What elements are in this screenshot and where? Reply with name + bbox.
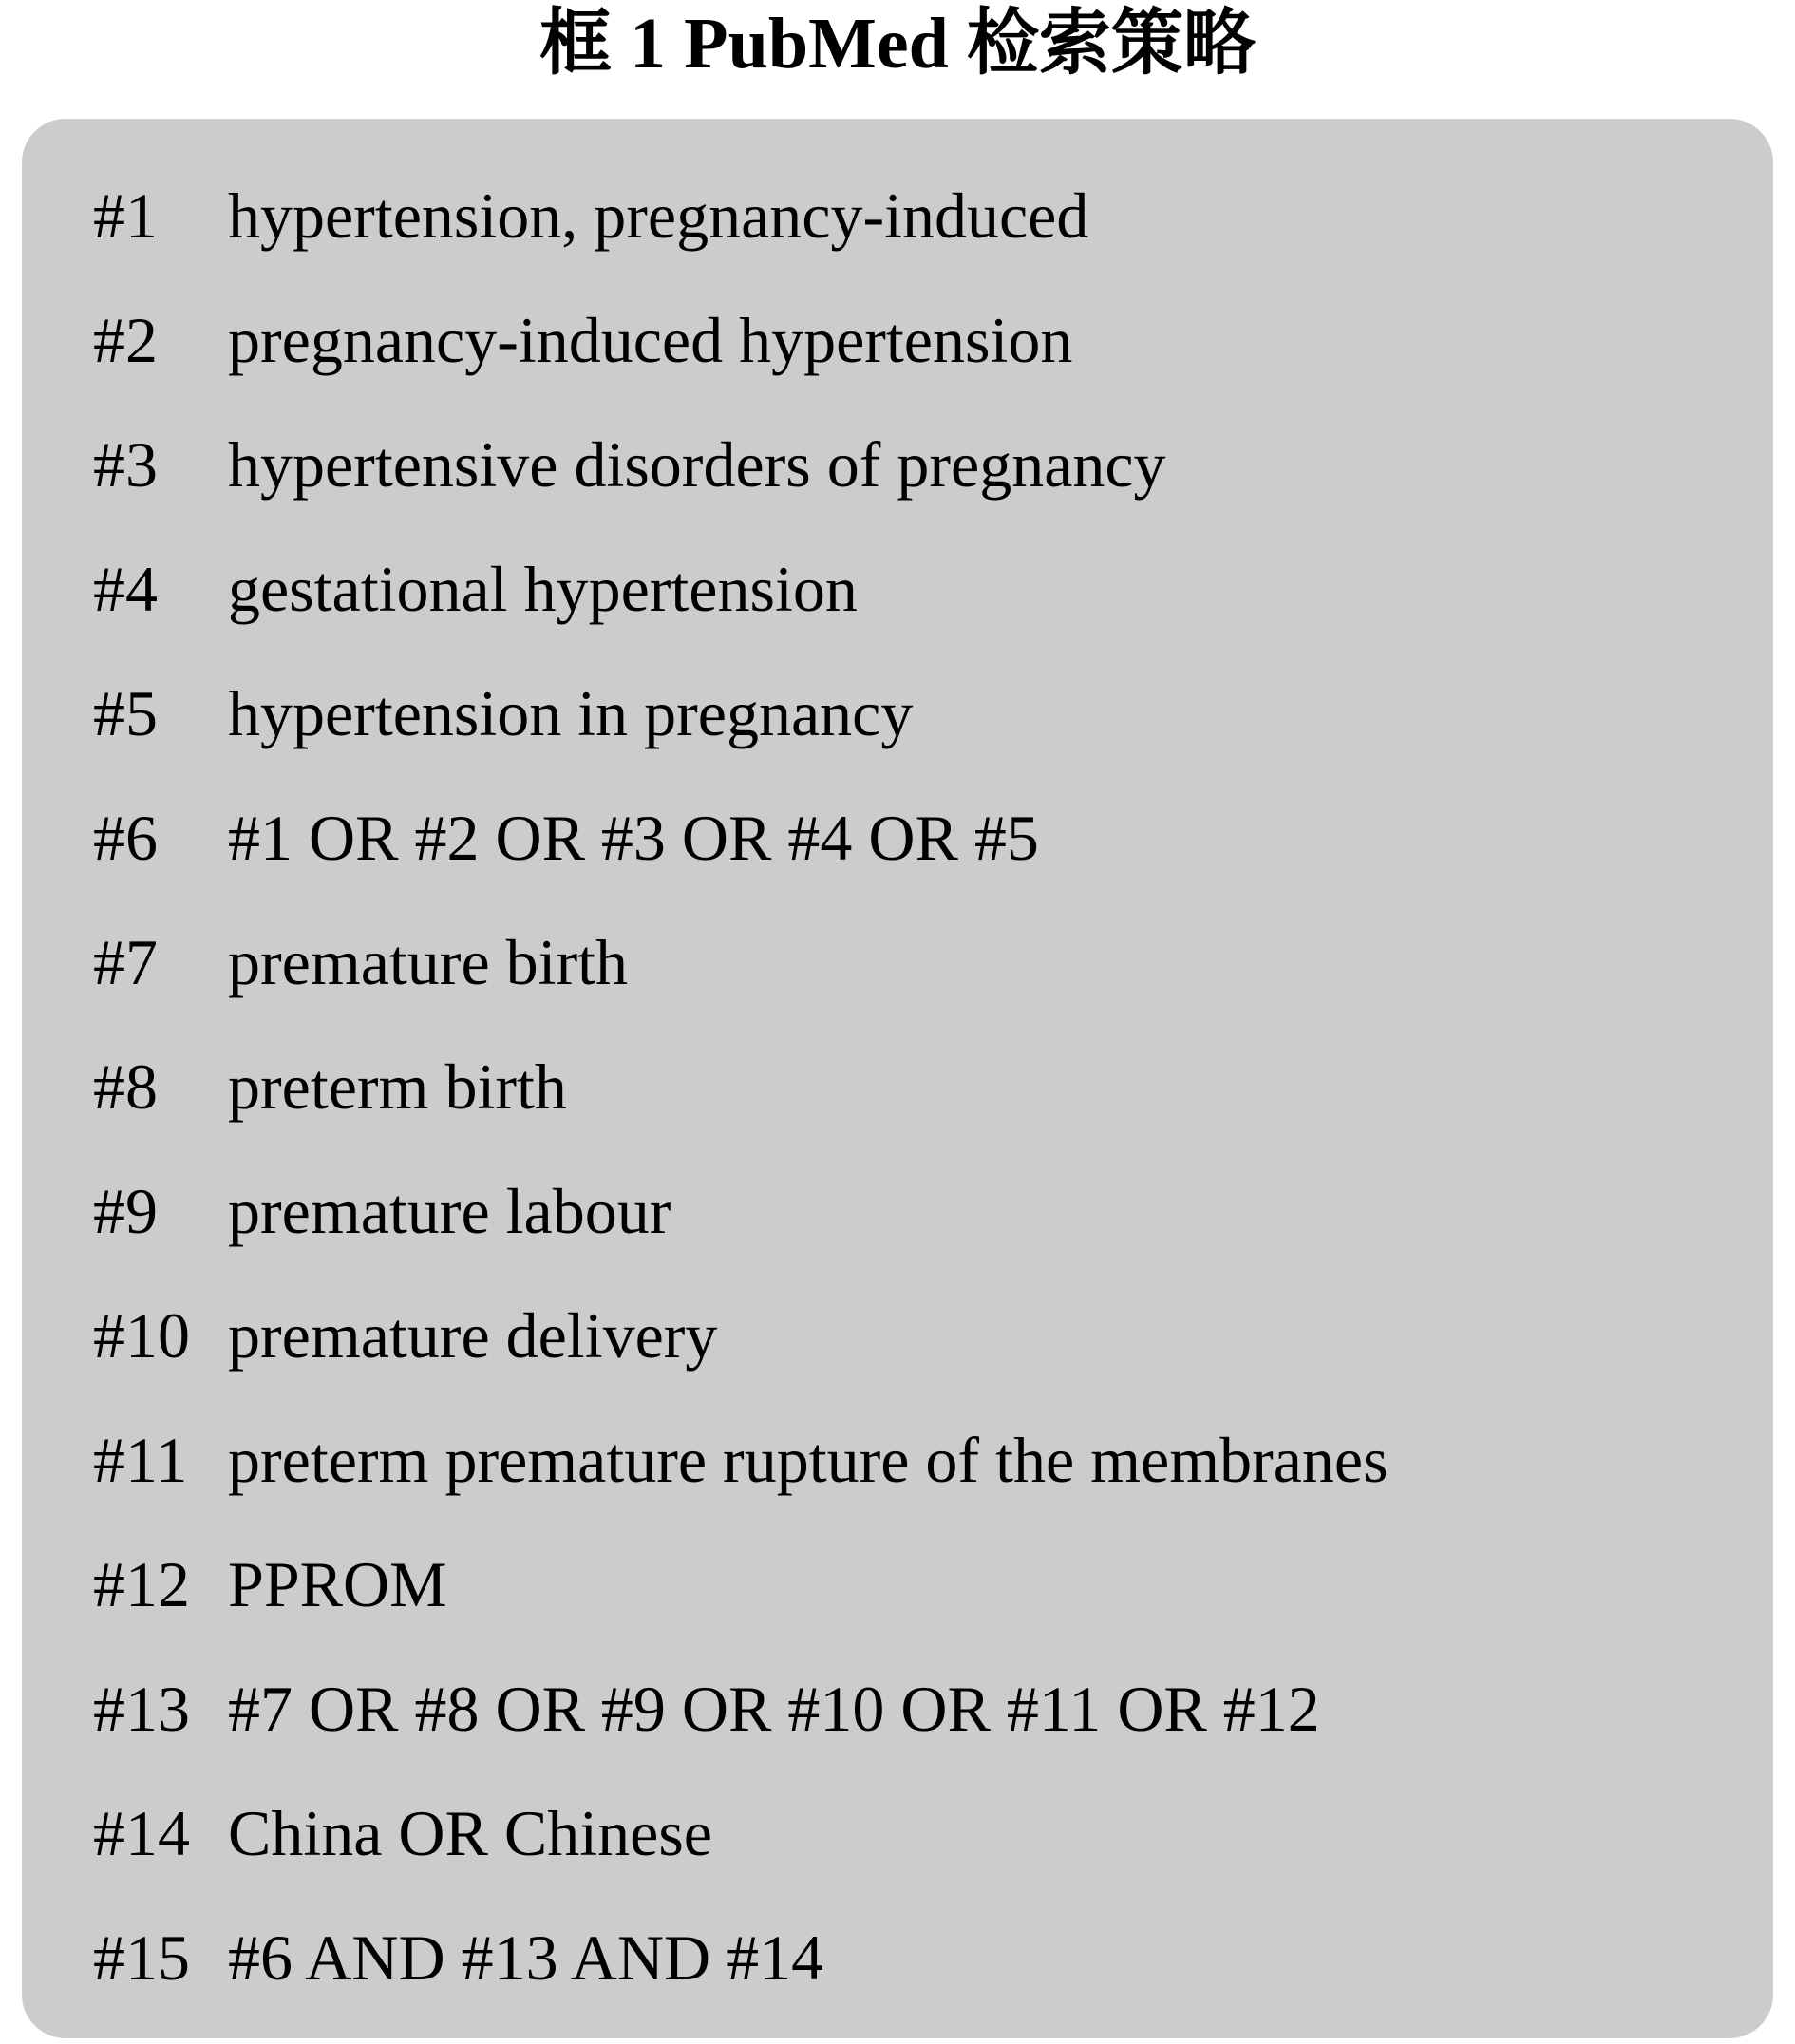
search-row bbox=[93, 1896, 1735, 2020]
search-line-query: gestational hypertension bbox=[228, 553, 858, 626]
search-line-number: #12 bbox=[93, 1548, 190, 1621]
search-row bbox=[93, 1274, 1735, 1398]
search-line-query: hypertension in pregnancy bbox=[228, 677, 914, 750]
search-row bbox=[93, 1771, 1735, 1896]
search-line-query: China OR Chinese bbox=[228, 1797, 712, 1870]
search-line-query: premature delivery bbox=[228, 1299, 718, 1372]
search-line-query: hypertension, pregnancy-induced bbox=[228, 180, 1089, 253]
search-line-query: PPROM bbox=[228, 1548, 447, 1621]
search-line-query: preterm birth bbox=[228, 1050, 567, 1124]
search-line-number: #14 bbox=[93, 1797, 190, 1870]
figure-title: 框 1 PubMed 检索策略 bbox=[539, 4, 1256, 84]
search-line-number: #9 bbox=[93, 1175, 158, 1248]
search-row bbox=[93, 1025, 1735, 1149]
search-row bbox=[93, 1149, 1735, 1274]
search-row bbox=[93, 900, 1735, 1025]
search-line-number: #1 bbox=[93, 180, 158, 253]
search-line-query: hypertensive disorders of pregnancy bbox=[228, 428, 1166, 502]
search-line-number: #2 bbox=[93, 304, 158, 377]
search-row bbox=[93, 278, 1735, 403]
search-row bbox=[93, 1398, 1735, 1523]
search-line-number: #4 bbox=[93, 553, 158, 626]
search-line-number: #6 bbox=[93, 802, 158, 875]
search-line-number: #3 bbox=[93, 428, 158, 502]
search-line-query: preterm premature rupture of the membranes bbox=[228, 1424, 1389, 1497]
search-row bbox=[93, 403, 1735, 527]
search-row bbox=[93, 1647, 1735, 1771]
search-line-number: #13 bbox=[93, 1673, 190, 1746]
search-line-query: #7 OR #8 OR #9 OR #10 OR #11 OR #12 bbox=[228, 1673, 1320, 1746]
search-strategy-box bbox=[22, 119, 1773, 2038]
search-line-query: premature birth bbox=[228, 926, 629, 999]
search-row bbox=[93, 776, 1735, 900]
search-line-number: #5 bbox=[93, 677, 158, 750]
search-line-number: #10 bbox=[93, 1299, 190, 1372]
search-row bbox=[93, 652, 1735, 776]
search-line-query: #6 AND #13 AND #14 bbox=[228, 1921, 824, 1995]
search-line-query: pregnancy-induced hypertension bbox=[228, 304, 1073, 377]
search-line-number: #11 bbox=[93, 1424, 188, 1497]
search-line-query: premature labour bbox=[228, 1175, 671, 1248]
search-row bbox=[93, 154, 1735, 278]
search-line-number: #8 bbox=[93, 1050, 158, 1124]
search-line-number: #7 bbox=[93, 926, 158, 999]
search-line-query: #1 OR #2 OR #3 OR #4 OR #5 bbox=[228, 802, 1039, 875]
search-line-number: #15 bbox=[93, 1921, 190, 1995]
search-row bbox=[93, 527, 1735, 652]
search-row bbox=[93, 1523, 1735, 1647]
